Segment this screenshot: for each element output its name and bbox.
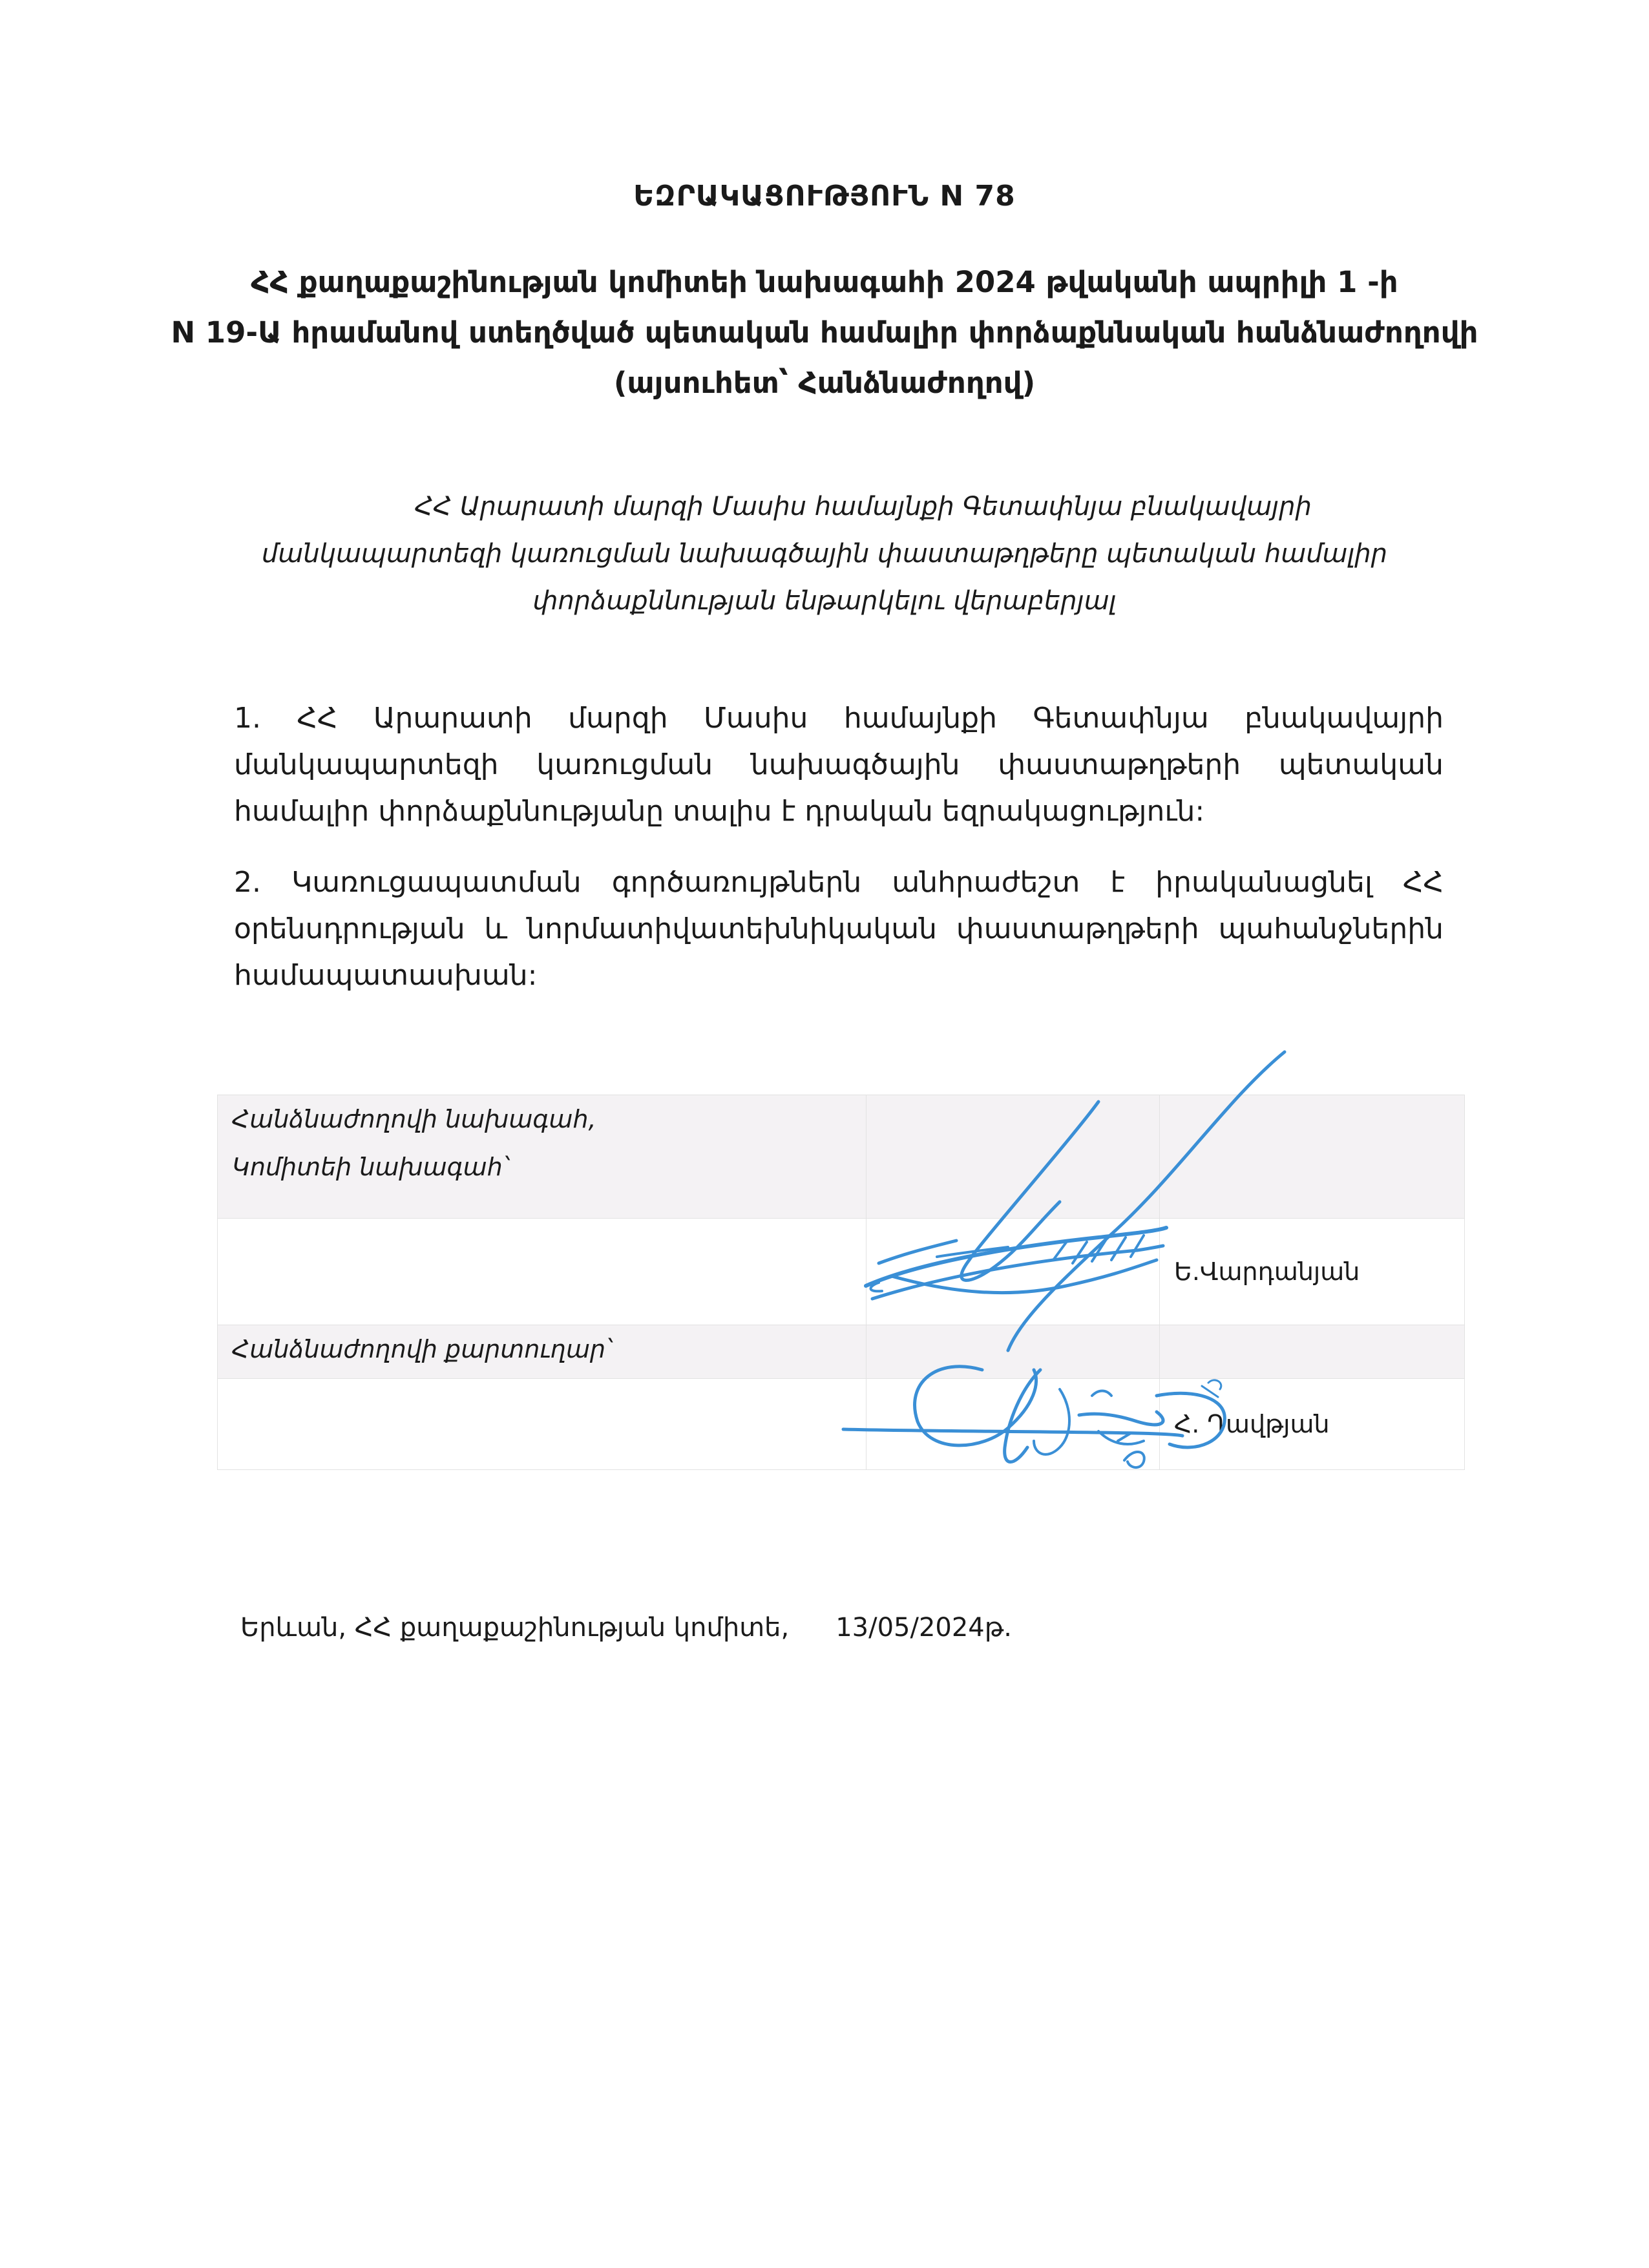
signature-row-secretary-role	[218, 1325, 1465, 1379]
heading-line: ՀՀ քաղաքաշինության կոմիտեի նախագահի 2024 թվականի ապրիլի 1 -ի	[251, 265, 1398, 299]
chair-name: Ե.Վարդանյան	[1160, 1219, 1465, 1325]
signature-table	[217, 1095, 1465, 1470]
document-title: ԵԶՐԱԿԱՑՈՒԹՅՈՒՆ N 78	[633, 180, 1016, 213]
subject-line: փորձաքննության ենթարկելու վերաբերյալ	[532, 586, 1117, 616]
empty-cell	[218, 1219, 867, 1325]
secretary-name: Հ. Դավթյան	[1160, 1379, 1465, 1470]
secretary-signature-cell	[867, 1379, 1160, 1470]
empty-cell	[218, 1379, 867, 1470]
chair-role-line: Կոմիտեի նախագահ՝	[232, 1153, 509, 1181]
footer-place: Երևան, ՀՀ քաղաքաշինության կոմիտե,	[240, 1613, 790, 1643]
signature-row-chair-name	[218, 1219, 1465, 1325]
secretary-role: Հանձնաժողովի քարտուղար՝	[218, 1325, 867, 1379]
subject-line: ՀՀ Արարատի մարզի Մասիս համայնքի Գետափնյա բնակավայրի	[414, 492, 1312, 521]
footer-date: 13/05/2024թ.	[835, 1613, 1012, 1643]
chair-role-cell	[218, 1095, 867, 1219]
empty-cell	[1160, 1095, 1465, 1219]
heading-line: N 19-Ա հրամանով ստեղծված պետական համալիր փորձաքննական հանձնաժողովի	[171, 315, 1478, 350]
document-subject	[0, 483, 1649, 625]
signature-row-secretary-name	[218, 1379, 1465, 1470]
clause-2: 2. Կառուցապատման գործառույթներն անհրաժեշտ է իրականացնել ՀՀ օրենսդրության և նորմատիվատեխնիկական փաստաթղթերի պահանջներին համապատասխան:	[234, 866, 1444, 992]
signature-row-chair-role	[218, 1095, 1465, 1219]
chair-role-line: Հանձնաժողովի նախագահ,	[232, 1105, 596, 1133]
footer	[240, 1613, 1012, 1643]
clause-1: 1. ՀՀ Արարատի մարզի Մասիս համայնքի Գետափնյա բնակավայրի մանկապարտեզի կառուցման նախագծային փաստաթղթերի պետական համալիր փորձաքննությանը տալիս է դրական եզրակացություն:	[234, 702, 1444, 828]
document-heading	[0, 257, 1649, 408]
subject-line: մանկապարտեզի կառուցման նախագծային փաստաթղթերը պետական համալիր	[261, 539, 1388, 569]
chair-signature-cell	[867, 1095, 1160, 1219]
empty-cell	[1160, 1325, 1465, 1379]
heading-line: (այսուհետ՝ Հանձնաժողով)	[613, 366, 1036, 400]
secretary-signature-cell	[867, 1325, 1160, 1379]
chair-signature-cell	[867, 1219, 1160, 1325]
